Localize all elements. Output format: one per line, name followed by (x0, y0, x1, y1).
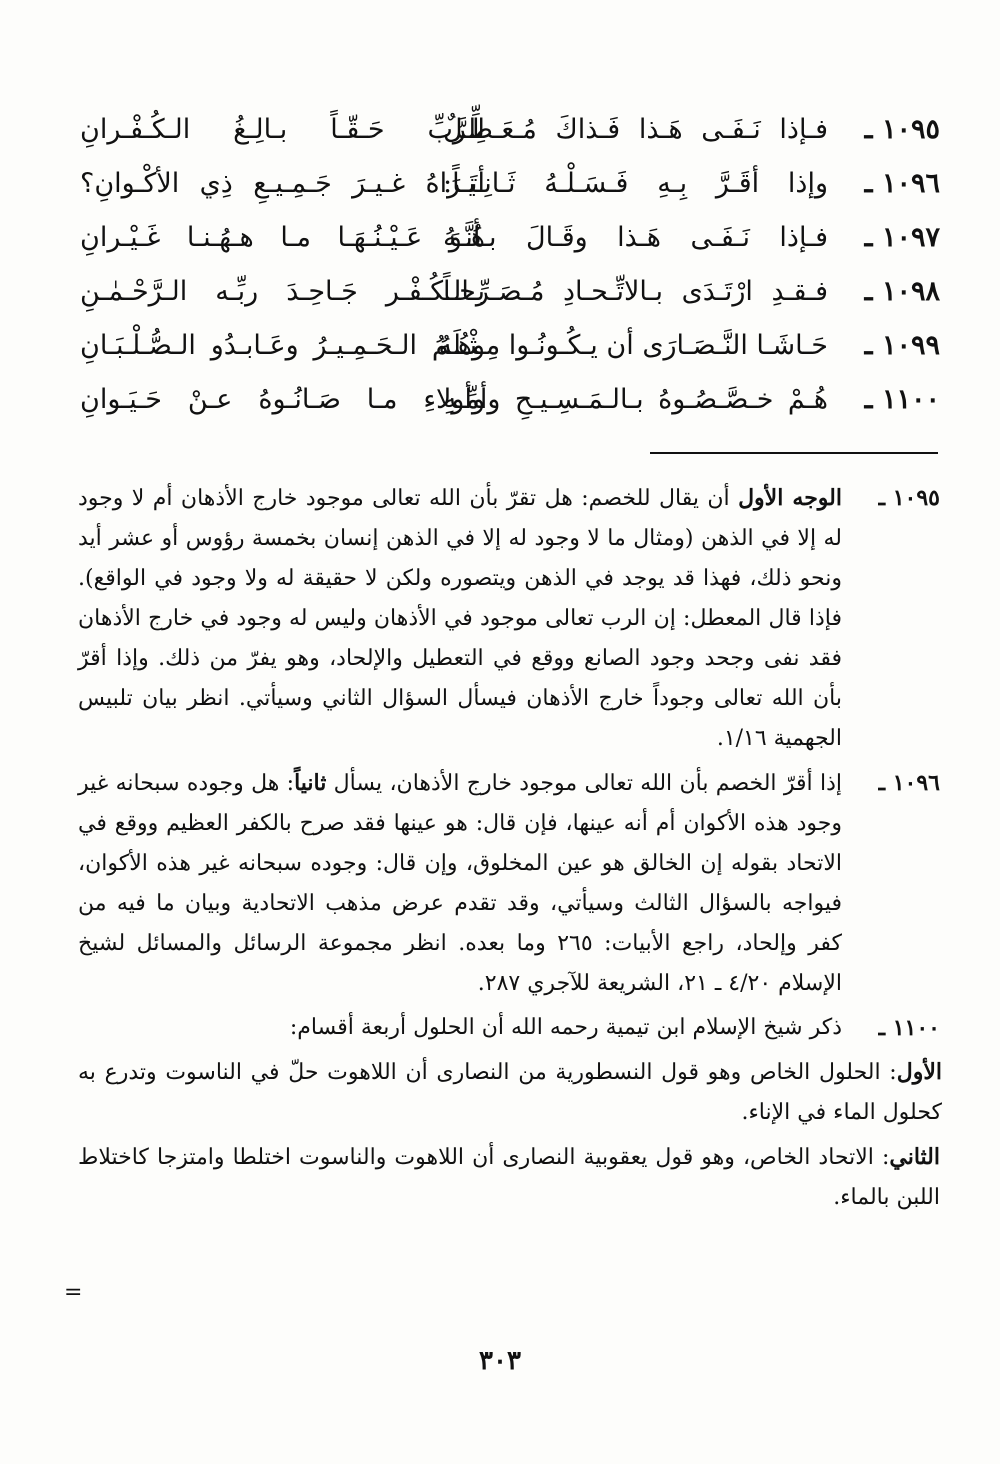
verse-first-hemistich: هُـمْ خـصَّـصُـوهُ بـالـمَـسِـيـحِ وأمِّـهِ (443, 384, 828, 415)
footnote-text (78, 1052, 942, 1133)
footnote-paragraph (78, 1137, 940, 1218)
verse-first-hemistich: وإذا أقَـرَّ بِـهِ فَـسَـلْـهُ ثَـانِـيـاً: (443, 168, 828, 199)
footnote-body: أن يقال للخصم: هل تقرّ بأن الله تعالى موجود خارج الأذهان أم لا وجود له إلا في الذهن (ومثال ما لا وجود له إلا في الذهن إنسان بخمسة رؤوس أو عشر أيد ونحو ذلك، فهذا قد يوجد في الذهن ويتصوره ولكن لا حقيقة له ولا وجود في الواقع). فإذا قال المعطل: إن الرب تعالى موجود في الأذهان وليس له وجود في خارج الأذهان فقد نفى وجحد وجود الصانع ووقع في التعطيل والإلحاد، وهو يفرّ من ذلك. وإذا أقرّ بأن الله تعالى وجوداً خارج الأذهان فيسأل السؤال الثاني وسيأتي. انظر بيان تلبيس الجهمية ١/١٦. (78, 486, 842, 751)
verse-line (60, 270, 940, 324)
continuation-mark: = (64, 1280, 83, 1305)
verse-first-hemistich: فـقـدِ ارْتَـدَى بـالاتِّـحـادِ مُـصَـرِّحـاً (443, 276, 828, 307)
footnote-number: ١١٠٠ ـ (878, 1015, 940, 1041)
verse-second-hemistich: وهُـمُ الـحَـمِـيـرُ وعَـابـدُو الـصُّـلْـبَـانِ (80, 330, 485, 361)
footnote-text (78, 763, 842, 1004)
footnote-text (78, 478, 842, 759)
page-number: ٣٠٣ (479, 1346, 521, 1376)
verse-number: ١٠٩٩ ـ (864, 330, 940, 361)
verse-number: ١٠٩٧ ـ (864, 222, 940, 253)
footnote-number: ١٠٩٦ ـ (878, 770, 940, 796)
verse-first-hemistich: حَـاشَـا النَّـصَـارَى أن يـكُـونُـوا مِـثْـلَهُ (438, 330, 828, 361)
verse-line (60, 162, 940, 216)
footnote-bold-term: الأول (896, 1059, 942, 1085)
verse-second-hemistich: لِلرَّبِّ حَـقّـاً بـالِـغُ الـكُـفْـرانِ (80, 114, 485, 145)
footnote-body-start: إذا أقرّ الخصم بأن الله تعالى موجود خارج الأذهان، يسأل (326, 771, 842, 796)
verse-number: ١٠٩٨ ـ (864, 276, 940, 307)
footnote-bold-lead: الوجه الأول (738, 485, 842, 511)
footnote (78, 763, 940, 1004)
verse-number: ١١٠٠ ـ (864, 384, 940, 415)
footnote-text (78, 1137, 940, 1218)
footnote-intro: ذكر شيخ الإسلام ابن تيمية رحمه الله أن الحلول أربعة أقسام: (289, 1015, 842, 1040)
verse-line (60, 108, 940, 162)
poem (60, 108, 940, 432)
footnote (78, 478, 940, 759)
footnote-separator (650, 452, 938, 454)
verse-line (60, 378, 940, 432)
footnote-body: : هل وجوده سبحانه غير وجود هذه الأكوان أم أنه عينها، فإن قال: هو عينها فقد صرح بالكفر العظيم ووقع في الاتحاد بقوله إن الخالق هو عين المخلوق، وإن قال: وجوده سبحانه غير هذه الأكوان، فيواجه بالسؤال الثالث وسيأتي، وقد تقدم عرض مذهب الاتحادية وبيان ما فيه من كفر وإلحاد، راجع الأبيات: ٢٦٥ وما بعده. انظر مجموعة الرسائل والمسائل لشيخ الإسلام ٤/٢٠ ـ ٢١، الشريعة للآجري ٢٨٧. (78, 771, 842, 996)
footnotes (78, 478, 940, 1222)
footnote-number: ١٠٩٥ ـ (878, 485, 940, 511)
verse-second-hemistich: أتَـرَاهُ غـيـرَ جَـمِـيـعِ ذِي الأكْـوانِ؟ (80, 168, 485, 199)
verse-first-hemistich: فـإذا نَـفَـى هَـذا وقَـالَ بـأنَّـهُ (443, 222, 828, 253)
verse-first-hemistich: فـإذا نَـفَـى هَـذا فَـذاكَ مُـعَـطِّـلٌ (443, 114, 828, 145)
footnote-bold-term: ثانياً (294, 770, 327, 796)
verse-line (60, 216, 940, 270)
footnote-bold-term: الثاني (889, 1144, 940, 1170)
verse-second-hemistich: وأولاءِ مـا صَـانُـوهُ عـنْ حَـيَـوانِ (80, 384, 485, 415)
verse-number: ١٠٩٦ ـ (864, 168, 940, 199)
verse-second-hemistich: بـالـكُـفْـر جَـاحِـدَ ربِّـه الـرَّحْـمٰـنِ (80, 276, 485, 307)
footnote-body: : الاتحاد الخاص، وهو قول يعقوبية النصارى أن اللاهوت والناسوت اختلطا وامتزجا كاختلاط اللبن بالماء. (78, 1145, 940, 1210)
verse-number: ١٠٩٥ ـ (864, 114, 940, 145)
footnote-paragraph (78, 1052, 940, 1133)
footnote-body: : الحلول الخاص وهو قول النسطورية من النصارى أن اللاهوت حلّ في الناسوت وتدرع به كحلول الماء في الإناء. (78, 1060, 942, 1125)
footnote (78, 1008, 940, 1048)
verse-second-hemistich: هُـوَ عَـيْـنُـهَـا مـا هـهُـنـا غَـيْـرانِ (80, 222, 485, 253)
verse-line (60, 324, 940, 378)
